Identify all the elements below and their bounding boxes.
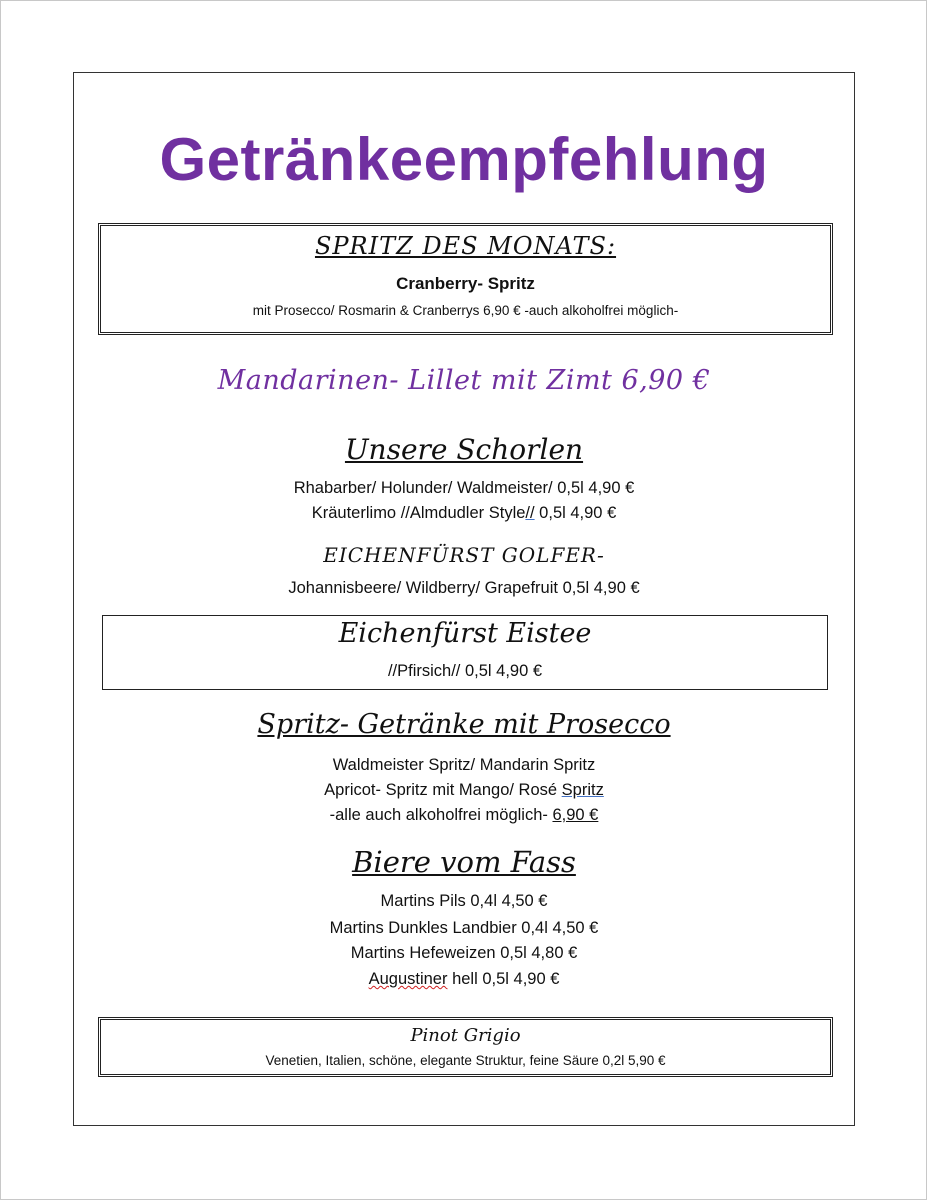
spritz-drinks-line-3-text: -alle auch alkoholfrei möglich- — [329, 806, 553, 824]
menu-title: Getränkeempfehlung — [159, 126, 769, 193]
schorlen-line-2-text: Kräuterlimo //Almdudler Style — [311, 504, 526, 522]
menu-page — [73, 72, 855, 1126]
spritz-drinks-price: 6,90 € — [552, 806, 599, 824]
beer-line-3: Martins Hefeweizen 0,5l 4,80 € — [350, 944, 578, 962]
eistee-line: //Pfirsich// 0,5l 4,90 € — [387, 662, 543, 680]
beer-line-4 — [74, 967, 854, 991]
schorlen-line-2-marked: // — [525, 504, 535, 522]
beer-heading: Biere vom Fass — [352, 845, 576, 879]
spritz-of-month-box — [98, 223, 833, 335]
beer-line-4-rest: hell 0,5l 4,90 € — [447, 970, 560, 988]
eistee-heading: Eichenfürst Eistee — [338, 618, 592, 649]
schorlen-line-1: Rhabarber/ Holunder/ Waldmeister/ 0,5l 4,90 € — [293, 479, 635, 497]
schorlen-heading: Unsere Schorlen — [344, 433, 584, 466]
eistee-box — [102, 615, 828, 690]
schorlen-line-2-price: 0,5l 4,90 € — [534, 504, 617, 522]
pinot-grigio-box — [98, 1017, 833, 1077]
spritz-drinks-heading: Spritz- Getränke mit Prosecco — [257, 709, 671, 740]
spritz-of-month-description: mit Prosecco/ Rosmarin & Cranberrys 6,90 € -auch alkoholfrei möglich- — [252, 303, 679, 318]
pinot-grigio-description: Venetien, Italien, schöne, elegante Struktur, feine Säure 0,2l 5,90 € — [265, 1053, 666, 1068]
spritz-drinks-line-2 — [74, 778, 854, 802]
spritz-drinks-line-2-text: Apricot- Spritz mit Mango/ Rosé — [324, 781, 562, 799]
golfer-items: Johannisbeere/ Wildberry/ Grapefruit 0,5l 4,90 € — [288, 579, 640, 597]
beer-line-1: Martins Pils 0,4l 4,50 € — [380, 892, 548, 910]
pinot-grigio-heading: Pinot Grigio — [410, 1025, 521, 1046]
spritz-of-month-heading: SPRITZ DES MONATS: — [314, 232, 617, 260]
spritz-drinks-line-2-marked: Spritz — [561, 781, 604, 799]
spritz-drinks-line-3 — [74, 803, 854, 827]
spritz-of-month-name: Cranberry- Spritz — [396, 274, 535, 293]
special-drink: Mandarinen- Lillet mit Zimt 6,90 € — [217, 365, 711, 396]
beer-line-2: Martins Dunkles Landbier 0,4l 4,50 € — [329, 919, 599, 937]
beer-line-4-name: Augustiner — [368, 970, 448, 988]
schorlen-line-2 — [74, 501, 854, 525]
spritz-drinks-line-1: Waldmeister Spritz/ Mandarin Spritz — [332, 756, 596, 774]
golfer-heading: EICHENFÜRST GOLFER- — [323, 543, 605, 567]
